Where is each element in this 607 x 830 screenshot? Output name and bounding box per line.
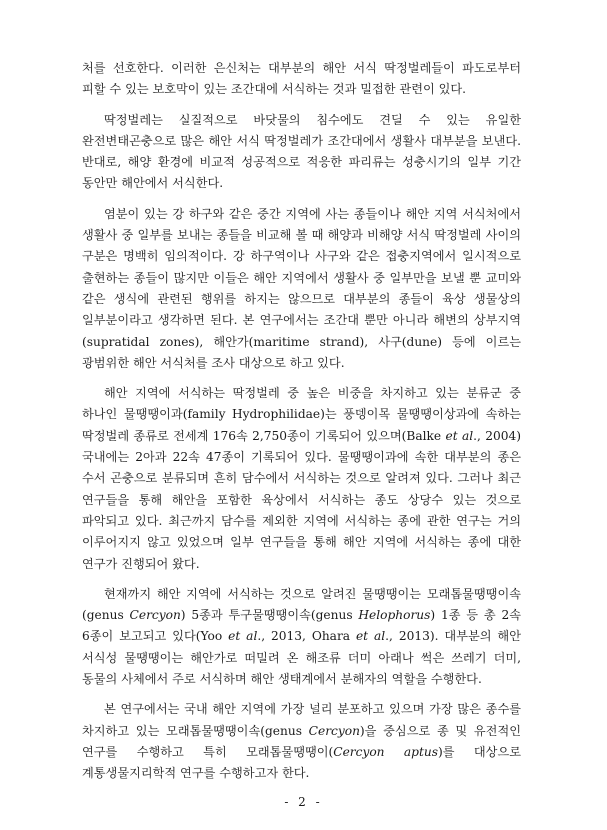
page-number: - 2 - <box>284 795 323 809</box>
text-run: ) 1종 등 총 2속 6종이 보고되고 있다(Yoo <box>82 608 521 644</box>
italic-text-run: Cercyon <box>129 608 181 623</box>
text-run: 딱정벌레는 실질적으로 바닷물의 침수에도 견딜 수 있는 유일한 완전변태곤충으로 많은 해안 서식 딱정벌레가 조간대에서 생활사 대부분을 보낸다. 반대로, 해양 환경에 비교적 성공적으로 적응한 파리류는 성충시기의 일부 기간 동안만 해안에서 서식한다. <box>82 112 521 191</box>
text-run: ., 2004) 국내에는 2아과 22속 47종이 기록되어 있다. 물땡땡이과에 속한 대부분의 종은 수서 곤충으로 분류되며 흔히 담수에서 서식하는 것으로 알려져 있다. 그러나 최근 연구들을 통해 해안을 포함한 육상에서 서식하는 종도 상당수 있는 것으로 파악되고 있다. 최근까지 담수를 제외한 지역에 서식하는 종에 관한 연구는 거의 이루어지지 않고 있었으며 일부 연구들을 통해 해안 지역에 서식하는 종에 대한 연구가 진행되어 왔다. <box>82 428 521 571</box>
italic-text-run: Helophorus <box>358 608 431 623</box>
text-run: 처를 선호한다. 이러한 은신처는 대부분의 해안 서식 딱정벌레들이 파도로부터 피할 수 있는 보호막이 있는 조간대에 서식하는 것과 밀접한 관련이 있다. <box>82 61 521 97</box>
text-run: ) 5종과 투구물땡땡이속(genus <box>180 608 359 623</box>
paragraph <box>82 383 521 575</box>
italic-text-run: Cercyon aptus <box>333 744 438 759</box>
body-text <box>82 58 521 785</box>
text-run: )을 중심으로 종 및 유전적인 연구를 수행하고 특히 모래톱물땡땡이( <box>82 723 521 759</box>
paragraph <box>82 58 521 101</box>
text-run: )를 대상으로 계통생물지리학적 연구를 수행하고자 한다. <box>82 744 521 781</box>
paragraph <box>82 699 521 784</box>
italic-text-run: et al <box>355 629 386 644</box>
text-run: 해안 지역에 서식하는 딱정벌레 중 높은 비중을 차지하고 있는 분류군 중 하나인 물땡땡이과(family Hydrophilidae)는 풍뎅이목 물땡땡이상과에 속하는 딱정벌레 종류로 전세계 176속 2,750종이 기록되어 있으며(Balke <box>82 386 521 443</box>
italic-text-run: et al <box>228 629 258 644</box>
italic-text-run: Cercyon <box>308 723 360 738</box>
text-run: 염분이 있는 강 하구와 같은 중간 지역에 사는 종들이나 해안 지역 서식처에서 생활사 중 일부를 보내는 종들을 비교해 볼 때 해양과 비해양 서식 딱정벌레 사이의 구분은 명백히 임의적이다. 강 하구역이나 사구와 같은 접충지역에서 일시적으로 출현하는 종들이 많지만 이들은 해안 지역에서 생활사 중 일부만을 보낼 뿐 교미와 같은 생식에 관련된 행위를 하지는 않으므로 대부분의 종들이 육상 생물상의 일부분이라고 생각하면 된다. 본 연구에서는 조간대 뿐만 아니라 해변의 상부지역(supratidal zones), 해안가(maritime strand), 사구(dune) 등에 이르는 광범위한 해안 서식처를 조사 대상으로 하고 있다. <box>82 206 521 370</box>
paragraph <box>82 204 521 374</box>
text-run: ., 2013). 대부분의 해안 서식성 물땡땡이는 해안가로 떠밀려 온 해조류 더미 아래나 썩은 쓰레기 더미, 동물의 사체에서 주로 서식하며 해안 생태계에서 분해자의 역할을 수행한다. <box>82 629 521 687</box>
text-run: ., 2013, Ohara <box>257 629 356 644</box>
paragraph <box>82 110 521 195</box>
text-run: 현재까지 해안 지역에 서식하는 것으로 알려진 물땡땡이는 모래톱물땡땡이속(genus <box>82 586 521 623</box>
paragraph <box>82 584 521 690</box>
text-run: 본 연구에서는 국내 해안 지역에 가장 널리 분포하고 있으며 가장 많은 종수를 차지하고 있는 모래톱물땡땡이속(genus <box>82 702 521 738</box>
italic-text-run: et al <box>445 428 474 443</box>
